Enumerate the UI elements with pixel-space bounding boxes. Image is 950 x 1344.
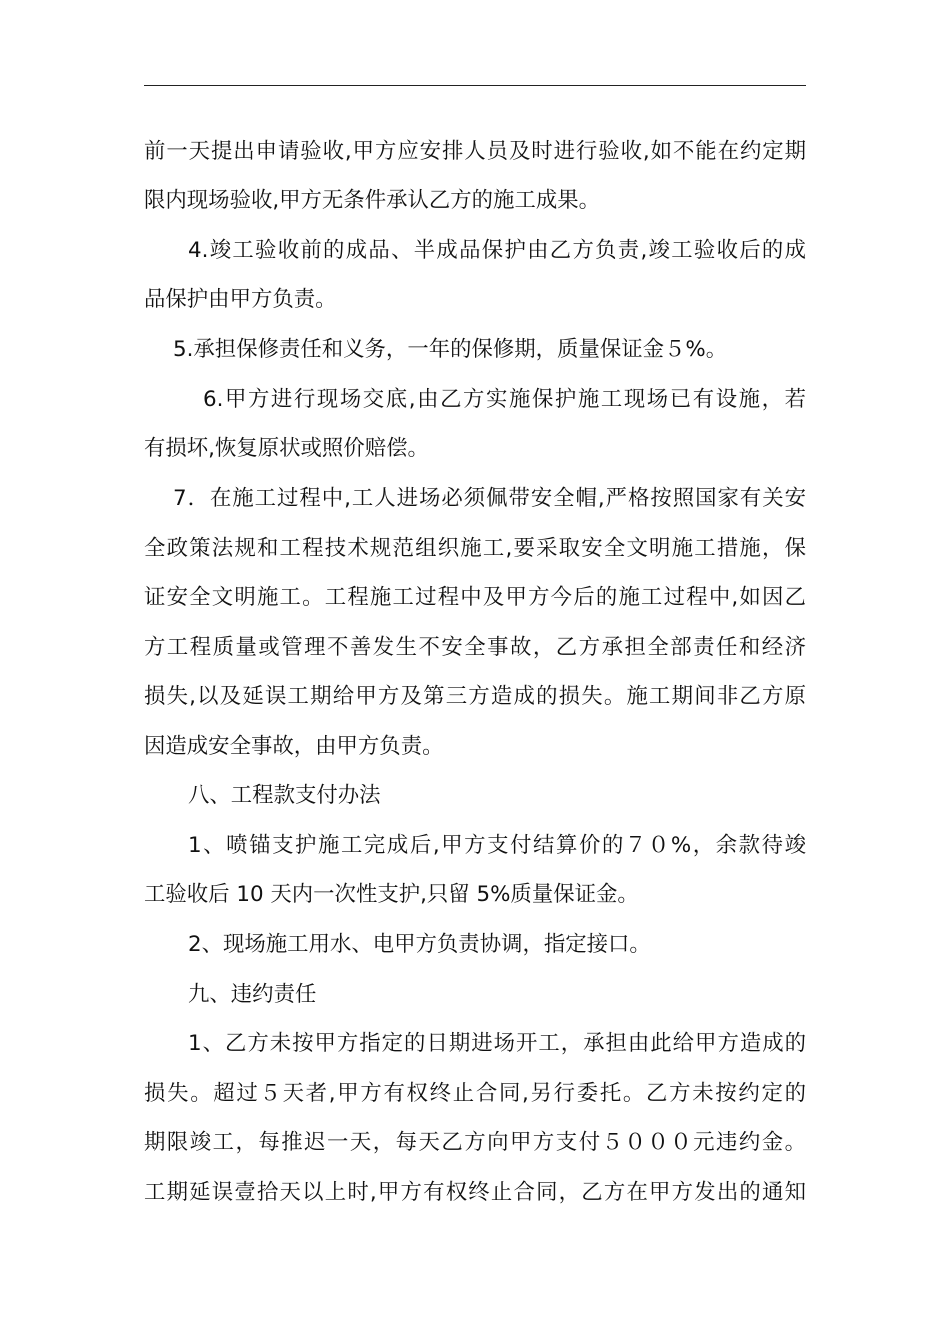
text-line: 品保护由甲方负责。 — [144, 287, 337, 312]
text-line: 5.承担保修责任和义务，一年的保修期，质量保证金５%。 — [173, 337, 728, 362]
text-line: 期限竣工，每推迟一天，每天乙方向甲方支付５０００元违约金。 — [144, 1130, 806, 1155]
text-line: 损失。超过５天者,甲方有权终止合同,另行委托。乙方未按约定的 — [144, 1081, 806, 1106]
text-line: 有损坏,恢复原状或照价赔偿。 — [144, 436, 429, 461]
text-line: 6.甲方进行现场交底,由乙方实施保护施工现场已有设施，若 — [203, 387, 806, 412]
section-heading: 八、工程款支付办法 — [188, 783, 381, 808]
text-line: 工验收后 10 天内一次性支护,只留 5%质量保证金。 — [144, 882, 639, 907]
section-heading: 九、违约责任 — [188, 982, 317, 1007]
text-line: 前一天提出申请验收,甲方应安排人员及时进行验收,如不能在约定期 — [144, 139, 806, 164]
text-line: 限内现场验收,甲方无条件承认乙方的施工成果。 — [144, 188, 601, 213]
text-line: 2、现场施工用水、电甲方负责协调，指定接口。 — [188, 932, 651, 957]
text-line: 证安全文明施工。工程施工过程中及甲方今后的施工过程中,如因乙 — [144, 585, 806, 610]
text-line: 1、乙方未按甲方指定的日期进场开工，承担由此给甲方造成的 — [188, 1031, 806, 1056]
text-line: 7．在施工过程中,工人进场必须佩带安全帽,严格按照国家有关安 — [173, 486, 806, 511]
text-line: 4.竣工验收前的成品、半成品保护由乙方负责,竣工验收后的成 — [188, 238, 806, 263]
text-line: 因造成安全事故，由甲方负责。 — [144, 734, 444, 759]
text-line: 损失,以及延误工期给甲方及第三方造成的损失。施工期间非乙方原 — [144, 684, 806, 709]
text-line: 工期延误壹拾天以上时,甲方有权终止合同，乙方在甲方发出的通知 — [144, 1180, 806, 1205]
text-line: 方工程质量或管理不善发生不安全事故，乙方承担全部责任和经济 — [144, 635, 806, 660]
header-rule — [144, 85, 806, 86]
text-line: 1、喷锚支护施工完成后,甲方支付结算价的７０%，余款待竣 — [188, 833, 806, 858]
text-line: 全政策法规和工程技术规范组织施工,要采取安全文明施工措施，保 — [144, 536, 806, 561]
